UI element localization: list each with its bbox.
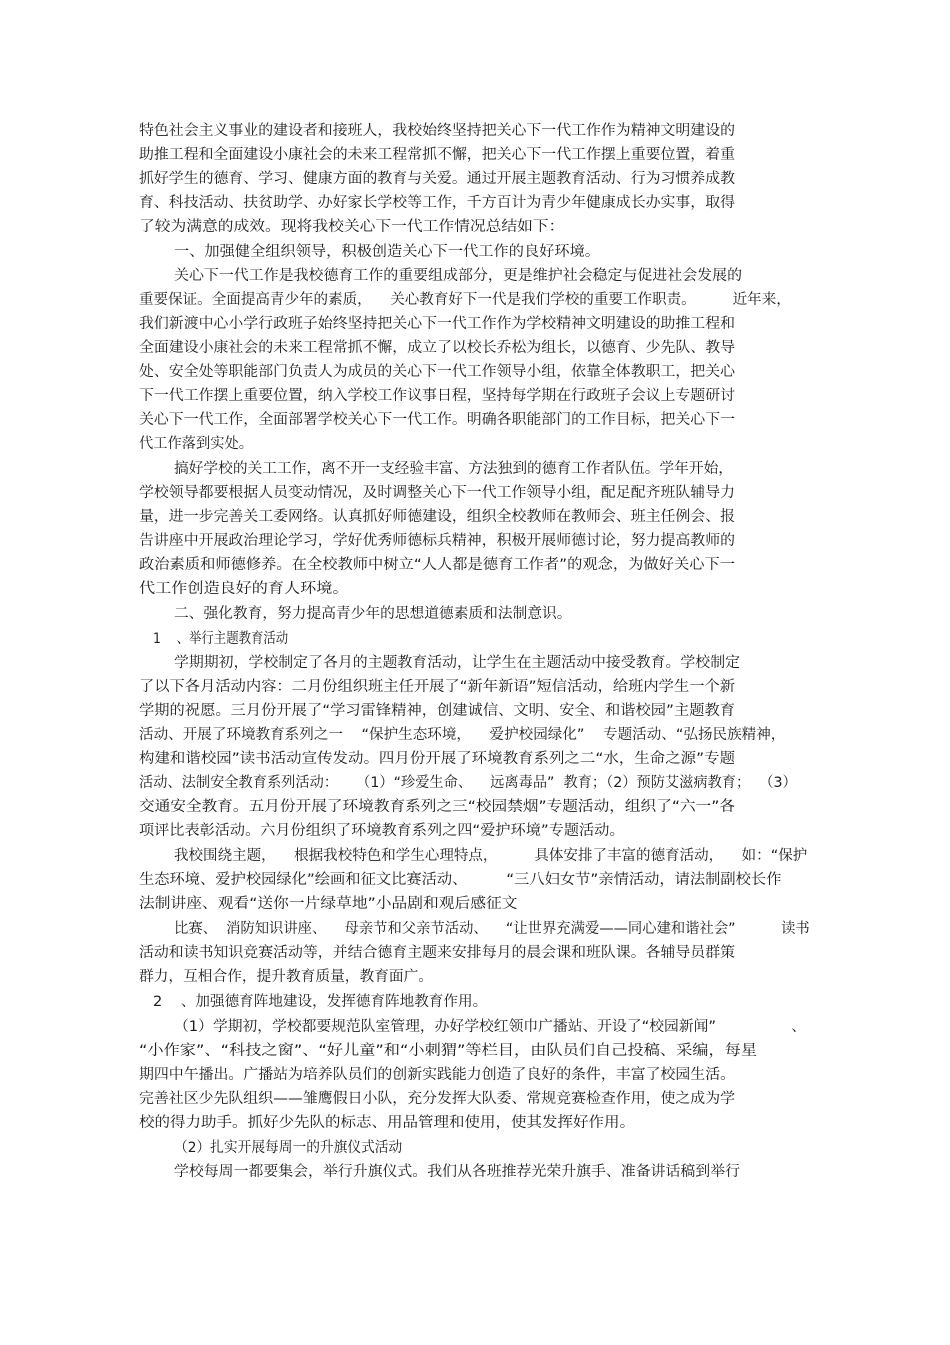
text-line: 了较为满意的成效。现将我校关心下一代工作情况总结如下： (139, 219, 565, 235)
text-line: 学期期初，学校制定了各月的主题教育活动，让学生在主题活动中接受教育。学校制定 (174, 655, 740, 671)
text-line: 一、加强健全组织领导，积极创造关心下一代工作的良好环境。 (174, 244, 601, 260)
text-line: 构建和谐校园”读书活动宣传发动。四月份开展了环境教育系列之二“水，生命之源”专题 (139, 751, 736, 767)
text-line: 我校围绕主题， 根据我校特色和学生心理特点， 具体安排了丰富的德育活动， 如：“保护 (174, 848, 808, 864)
text-line: 活动、开展了环境教育系列之一 “保护生态环境， 爱护校园绿化” 专题活动、“弘扬民族精神， (139, 727, 786, 743)
text-line: 处、安全处等职能部门负责人为成员的关心下一代工作领导小组，依靠全体教职工，把关心 (139, 364, 736, 380)
text-line: 交通安全教育。五月份开展了环境教育系列之三“校园禁烟”专题活动，组织了“六一”各 (139, 799, 736, 815)
text-line: 特色社会主义事业的建设者和接班人，我校始终坚持把关心下一代工作作为精神文明建设的 (139, 123, 736, 139)
text-line: 学校每周一都要集会，举行升旗仪式。我们从各班推荐光荣升旗手、准备讲话稿到举行 (174, 1164, 740, 1180)
text-line: 期四中午播出。广播站为培养队员们的创新实践能力创造了良好的条件，丰富了校园生活。 (139, 1067, 736, 1083)
text-line: 我们新渡中心小学行政班子始终坚持把关心下一代工作作为学校精神文明建设的助推工程和 (139, 316, 736, 332)
text-line: 告讲座中开展政治理论学习，学好优秀师德标兵精神，积极开展师德讨论，努力提高教师的 (139, 533, 736, 549)
text-line: 搞好学校的关工工作，离不开一支经验丰富、方法独到的德育工作者队伍。学年开始， (174, 461, 733, 477)
text-line: 政治素质和师德修养。在全校教师中树立“人人都是德育工作者”的观念，为做好关心下一 (139, 557, 736, 573)
text-line: 活动和读书知识竞赛活动等，并结合德育主题来安排每月的晨会课和班队课。各辅导员群策 (139, 945, 736, 961)
text-line: 校的得力助手。抓好少先队的标志、用品管理和使用，使其发挥好作用。 (139, 1115, 636, 1131)
text-line: 助推工程和全面建设小康社会的未来工程常抓不懈，把关心下一代工作摆上重要位置，着重 (139, 147, 736, 163)
text-line: 育、科技活动、扶贫助学、办好家长学校等工作，千方百计为青少年健康成长办实事，取得 (139, 195, 736, 211)
text-line: （2）扎实开展每周一的升旗仪式活动 (174, 1140, 403, 1156)
text-line: （1）学期初，学校都要规范队室管理，办好学校红领巾广播站、开设了“校园新闻” 、 (174, 1019, 807, 1035)
text-line: 抓好学生的德育、学习、健康方面的教育与关爱。通过开展主题教育活动、行为习惯养成教 (139, 171, 736, 187)
text-line: 学校领导都要根据人员变动情况，及时调整关心下一代工作领导小组，配足配齐班队辅导力 (139, 485, 736, 501)
text-line: 重要保证。全面提高青少年的素质， 关心教育好下一代是我们学校的重要工作职责。 近年来， (139, 292, 791, 308)
text-line: “小作家”、“科技之窗”、“好儿童”和“小刺猬”等栏目，由队员们自己投稿、采编，每星 (139, 1043, 758, 1059)
text-line: 二、强化教育，努力提高青少年的思想道德素质和法制意识。 (174, 606, 572, 622)
text-line: 2 、加强德育阵地建设，发挥德育阵地教育作用。 (153, 994, 488, 1010)
text-line: 关心下一代工作是我校德育工作的重要组成部分，更是维护社会稳定与促进社会发展的 (174, 268, 743, 284)
text-line: 1 、举行主题教育活动 (153, 631, 289, 647)
text-line: 生态环境、爱护校园绿化”绘画和征文比赛活动、 “三八妇女节”亲情活动，请法制副校长作 (139, 872, 782, 888)
text-line: 全面建设小康社会的未来工程常抓不懈，成立了以校长乔松为组长，以德育、少先队、教导 (139, 340, 736, 356)
text-line: 比赛、 消防知识讲座、 母亲节和父亲节活动、 “让世界充满爱——同心建和谐社会” 读书 (174, 921, 810, 937)
text-line: 下一代工作摆上重要位置，纳入学校工作议事日程，坚持每学期在行政班子会议上专题研讨 (139, 388, 736, 404)
text-line: 量，进一步完善关工委网络。认真抓好师德建设，组织全校教师在教师会、班主任例会、报 (139, 509, 736, 525)
text-line: 群力，互相合作，提升教育质量，教育面广。 (139, 969, 434, 985)
text-line: 关心下一代工作，全面部署学校关心下一代工作。明确各职能部门的工作目标，把关心下一 (139, 412, 736, 428)
text-line: 活动、法制安全教育系列活动： （1）“珍爱生命、 远离毒品” 教育；（2）预防艾滋病教育； （3） (139, 775, 797, 791)
text-line: 完善社区少先队组织——雏鹰假日小队，充分发挥大队委、常规竞赛检查作用，使之成为学 (139, 1091, 736, 1107)
text-line: 学期的祝愿。三月份开展了“学习雷锋精神，创建诚信、文明、安全、和谐校园”主题教育 (139, 703, 736, 719)
text-line: 了以下各月活动内容：二月份组织班主任开展了“新年新语”短信活动，给班内学生一个新 (139, 679, 736, 695)
text-line: 项评比表彰活动。六月份组织了环境教育系列之四“爱护环境”专题活动。 (139, 823, 625, 839)
text-line: 法制讲座、观看“送你一片绿草地”小品剧和观后感征文 (139, 896, 518, 912)
text-line: 代工作创造良好的育人环境。 (139, 581, 349, 597)
text-line: 代工作落到实处。 (139, 436, 254, 452)
